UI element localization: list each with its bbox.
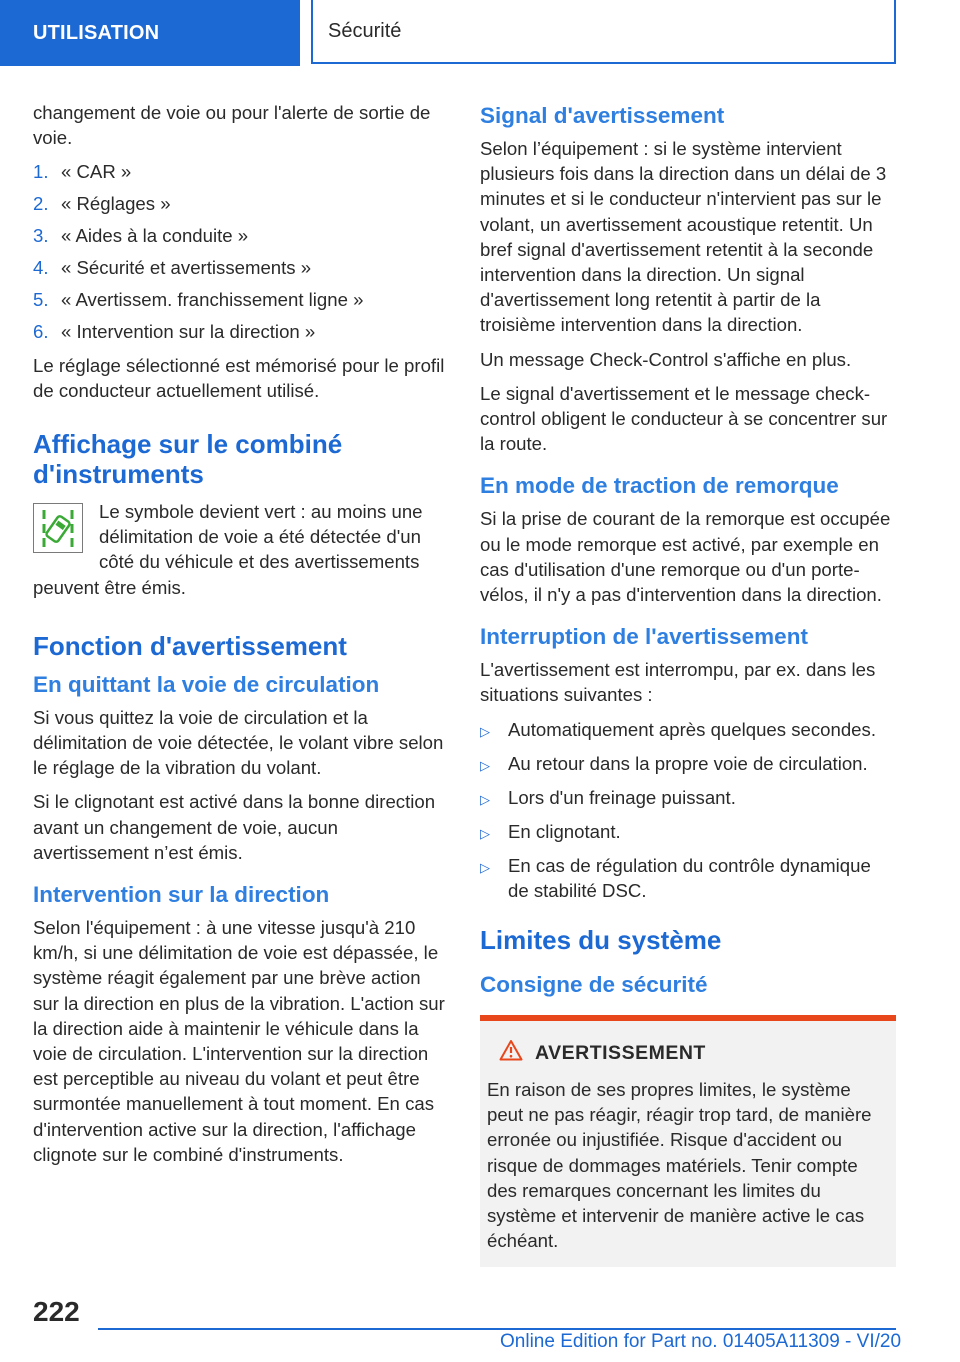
list-item-text: En cas de régulation du contrôle dynamique de stabilité DSC. (508, 854, 871, 901)
trailer-text: Si la prise de courant de la remorque est occupée ou le mode remorque est activé, par exemple en cas d'utilisation d'une remorque ou d'un porte-vélos, il n'y a pas d'intervention dans la direction. (480, 508, 891, 606)
warning-triangle-icon (499, 1039, 523, 1067)
step-item (33, 287, 449, 312)
step-item (33, 159, 449, 184)
triangle-bullet-icon: ▷ (480, 859, 490, 875)
step-number: 1. (33, 161, 49, 183)
warning-header (499, 1039, 888, 1067)
step-text: « CAR » (61, 161, 132, 183)
after-steps-text: Le réglage sélectionné est mémorisé pour le profil de conducteur actuellement utilisé. (33, 354, 445, 401)
leaving-text-2: Si le clignotant est activé dans la bonne direction avant un changement de voie, aucun avertissement n’est émis. (33, 791, 436, 863)
step-number: 5. (33, 289, 49, 311)
signal-text-1: Selon l’équipement : si le système intervient plusieurs fois dans la direction dans un délai de 3 minutes et si le conducteur n'intervient pas sur le volant, un avertissement acoustique retentit. Un bref signal d'avertissement retentit à la seconde intervention dans la direction. Un signal d'avertissement long retentit à partir de la troisième intervention dans la direction. (480, 138, 887, 336)
list-item (480, 751, 896, 778)
left-column (33, 100, 449, 1176)
step-number: 6. (33, 321, 49, 343)
interruption-text: L'avertissement est interrompu, par ex. dans les situations suivantes : (480, 659, 876, 706)
triangle-bullet-icon: ▷ (480, 757, 490, 773)
page-title: Sécurité (328, 19, 402, 42)
warning-box (480, 1015, 896, 1267)
step-item (33, 255, 449, 280)
heading-interruption: Interruption de l'avertissement (480, 624, 808, 650)
heading-display: Affichage sur le combiné d'instruments (33, 429, 343, 490)
list-item (480, 717, 896, 744)
heading-intervention: Intervention sur la direction (33, 882, 330, 908)
list-item (480, 853, 896, 903)
list-item-text: Lors d'un freinage puissant. (508, 786, 736, 808)
triangle-bullet-icon: ▷ (480, 825, 490, 841)
step-text: « Aides à la conduite » (61, 225, 249, 247)
signal-text-2: Un message Check-Control s'affiche en plus. (480, 348, 852, 370)
step-number: 4. (33, 257, 49, 279)
triangle-bullet-icon: ▷ (480, 723, 490, 739)
display-text: Le symbole devient vert : au moins une délimitation de voie a été détectée d'un côté du véhicule et des avertissements peuvent être émis. (33, 501, 423, 598)
list-item-text: Au retour dans la propre voie de circulation. (508, 752, 868, 774)
footer-divider (98, 1328, 896, 1330)
page-title-box (311, 0, 896, 64)
interruption-list (480, 717, 896, 903)
list-item-text: En clignotant. (508, 820, 621, 842)
step-text: « Sécurité et avertissements » (61, 257, 312, 279)
lane-departure-icon (33, 503, 83, 553)
step-number: 2. (33, 193, 49, 215)
signal-text-3: Le signal d'avertissement et le message check-control obligent le conducteur à se concentrer sur la route. (480, 382, 888, 455)
section-label: UTILISATION (33, 21, 160, 44)
heading-trailer-mode: En mode de traction de remorque (480, 473, 839, 499)
edition-footer: Online Edition for Part no. 01405A11309 - VI/20 (500, 1331, 902, 1352)
step-text: « Avertissem. franchissement ligne » (61, 289, 364, 311)
warning-text: En raison de ses propres limites, le système peut ne pas réagir, réagir trop tard, de manière erronée ou injustifiée. Risque d'accident ou risque de dommages matériels. Tenir compte des remarques concernant les limites du système et intervenir de manière active le cas échéant. (487, 1079, 872, 1252)
step-item (33, 319, 449, 344)
intro-text: changement de voie ou pour l'alerte de sortie de voie. (33, 102, 431, 149)
intervention-text: Selon l'équipement : à une vitesse jusqu'à 210 km/h, si une délimitation de voie est dépassée, le système réagit également par une brève action sur la direction en plus de la vibration. L'action sur la direction aide à maintenir le véhicule dans la voie de circulation. L'intervention sur la direction est perceptible au niveau du volant et peut être surmontée manuellement à tout moment. En cas d'intervention active sur la direction, l'affichage clignote sur le combiné d'instruments. (33, 917, 445, 1165)
right-column (480, 100, 896, 1267)
list-item (480, 819, 896, 846)
section-tab (0, 0, 300, 66)
step-number: 3. (33, 225, 49, 247)
settings-steps (33, 159, 449, 344)
step-text: « Intervention sur la direction » (61, 321, 316, 343)
page-number: 222 (33, 1296, 80, 1327)
step-text: « Réglages » (61, 193, 171, 215)
leaving-text-1: Si vous quittez la voie de circulation et la délimitation de voie détectée, le volant vibre selon le réglage de la vibration du volant. (33, 706, 444, 779)
heading-function: Fonction d'avertissement (33, 630, 347, 661)
warning-title: AVERTISSEMENT (535, 1041, 706, 1064)
list-item (480, 785, 896, 812)
step-item (33, 191, 449, 216)
heading-safety-notice: Consigne de sécurité (480, 972, 708, 998)
triangle-bullet-icon: ▷ (480, 791, 490, 807)
display-paragraph (33, 499, 449, 609)
list-item-text: Automatiquement après quelques secondes. (508, 718, 876, 740)
heading-warning-signal: Signal d'avertissement (480, 103, 725, 128)
step-item (33, 223, 449, 248)
heading-leaving-lane: En quittant la voie de circulation (33, 671, 380, 697)
heading-system-limits: Limites du système (480, 925, 722, 956)
